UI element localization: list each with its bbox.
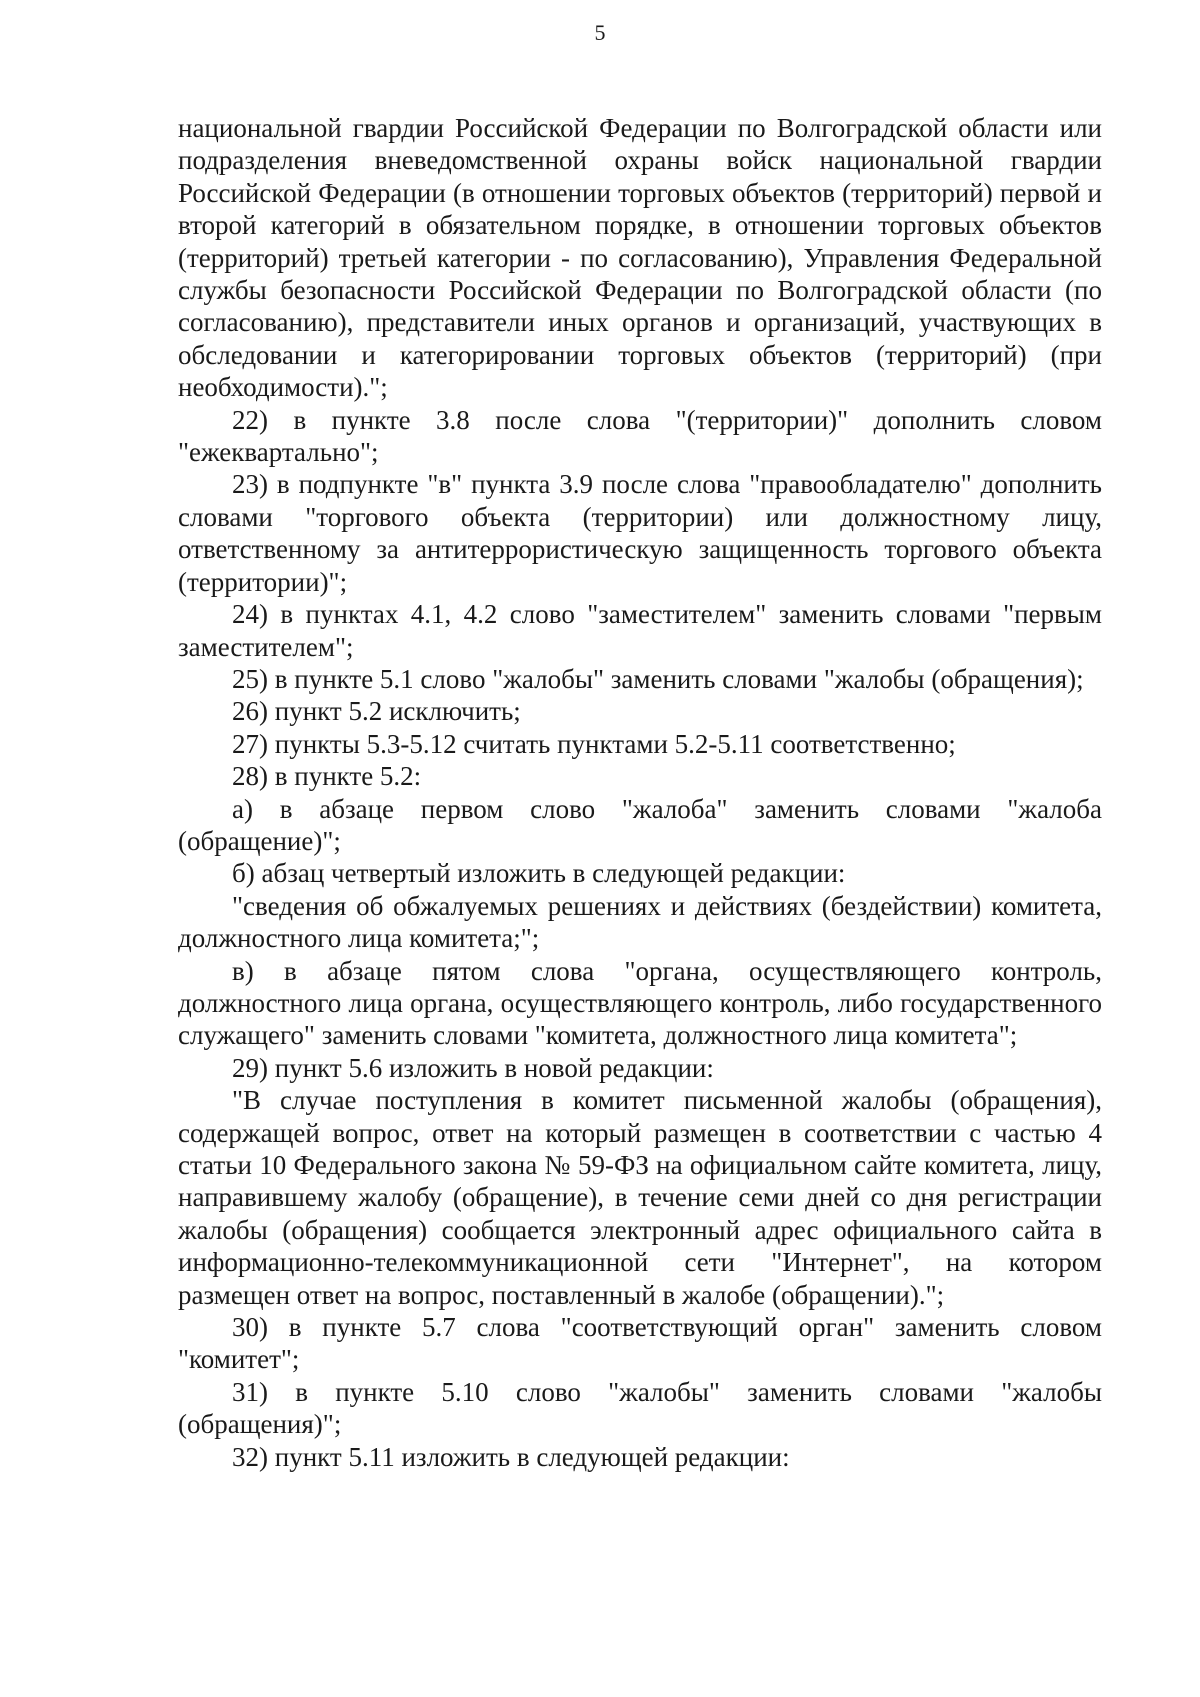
paragraph-item-22: 22) в пункте 3.8 после слова "(территории)" дополнить словом "ежеквартально"; <box>178 404 1102 468</box>
paragraph-subitem-b: б) абзац четвертый изложить в следующей редакции: <box>232 858 846 889</box>
paragraph-item-31: 31) в пункте 5.10 слово "жалобы" заменить словами "жалобы (обращения)"; <box>178 1376 1102 1440</box>
document-body <box>178 112 1102 1473</box>
paragraph-item-29: 29) пункт 5.6 изложить в новой редакции: <box>232 1052 714 1083</box>
paragraph-subitem-a: а) в абзаце первом слово "жалоба" заменить словами "жалоба (обращение)"; <box>178 793 1102 856</box>
paragraph-item-27: 27) пункты 5.3-5.12 считать пунктами 5.2-5.11 соответственно; <box>232 728 956 759</box>
paragraph-continuation: национальной гвардии Российской Федерации по Волгоградской области или подразделения вневедомственной охраны войск национальной гвардии Российской Федерации (в отношении торговых объектов (территорий) первой и второй категорий в обязательном порядке, в отношении торговых объектов (территорий) третьей категории - по согласованию), Управления Федеральной службы безопасности Российской Федерации по Волгоградской области (по согласованию), представители иных органов и организаций, участвующих в обследовании и категорировании торговых объектов (территорий) (при необходимости)."; <box>178 113 1102 403</box>
paragraph-item-26: 26) пункт 5.2 исключить; <box>232 696 521 727</box>
paragraph-quote-b: "сведения об обжалуемых решениях и действиях (бездействии) комитета, должностного лица комитета;"; <box>178 890 1102 954</box>
page-number: 5 <box>594 20 606 45</box>
paragraph-subitem-v: в) в абзаце пятом слова "органа, осуществляющего контроль, должностного лица органа, осуществляющего контроль, либо государственного служащего" заменить словами "комитета, должностного лица комитета"; <box>178 955 1102 1051</box>
paragraph-quote-5-6: "В случае поступления в комитет письменной жалобы (обращения), содержащей вопрос, ответ на который размещен в соответствии с частью 4 статьи 10 Федерального закона № 59-ФЗ на официальном сайте комитета, лицу, направившему жалобу (обращение), в течение семи дней со дня регистрации жалобы (обращения) сообщается электронный адрес официального сайта в информационно-телекоммуникационной сети "Интернет", на котором размещен ответ на вопрос, поставленный в жалобе (обращении)."; <box>178 1085 1102 1310</box>
paragraph-item-30: 30) в пункте 5.7 слова "соответствующий орган" заменить словом "комитет"; <box>178 1312 1102 1375</box>
paragraph-item-28: 28) в пункте 5.2: <box>232 761 422 792</box>
paragraph-item-24: 24) в пунктах 4.1, 4.2 слово "заместителем" заменить словами "первым заместителем"; <box>178 599 1102 662</box>
paragraph-item-32: 32) пункт 5.11 изложить в следующей редакции: <box>232 1441 790 1472</box>
paragraph-item-23: 23) в подпункте "в" пункта 3.9 после слова "правообладателю" дополнить словами "торгового объекта (территории) или должностному лицу, ответственному за антитеррористическую защищенность торгового объекта (территории)"; <box>178 469 1102 597</box>
paragraph-item-25: 25) в пункте 5.1 слово "жалобы" заменить словами "жалобы (обращения); <box>232 663 1084 694</box>
